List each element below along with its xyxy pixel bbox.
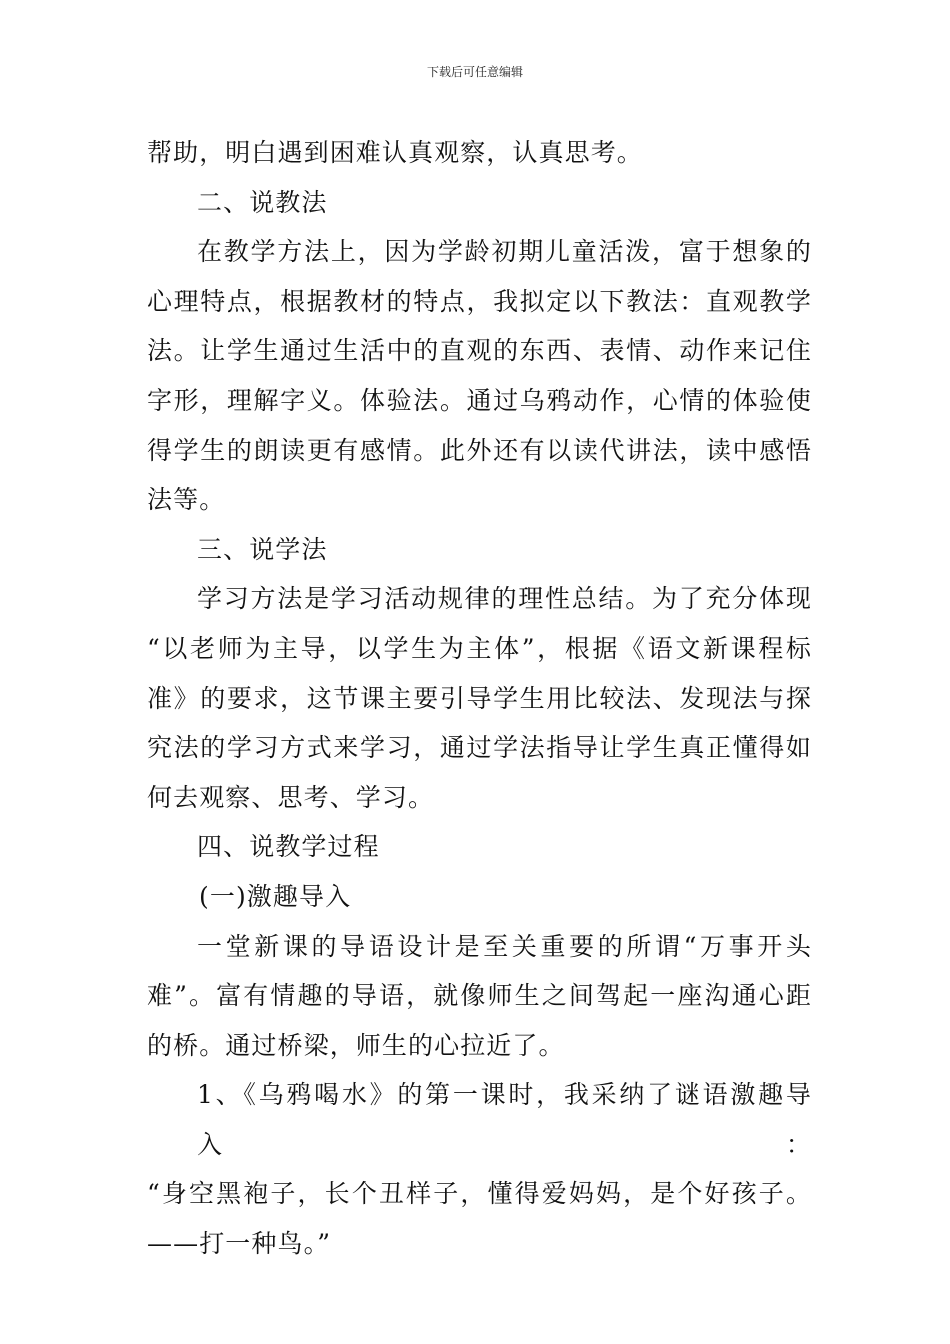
text-line: 学习方法是学习活动规律的理性总结。为了充分体现	[197, 584, 812, 614]
text-line: ——打一种鸟。”	[147, 1229, 332, 1259]
text-line: 在教学方法上，因为学龄初期儿童活泼，富于想象的	[197, 237, 812, 267]
text-line: 难”。富有情趣的导语，就像师生之间驾起一座沟通心距	[147, 981, 812, 1011]
text-line: 何去观察、思考、学习。	[147, 782, 435, 812]
text-line: 的桥。通过桥梁，师生的心拉近了。	[147, 1030, 565, 1060]
page-header: 下载后可任意编辑	[426, 65, 523, 79]
text-line: “身空黑袍子，长个丑样子，懂得爱妈妈，是个好孩子。	[147, 1179, 812, 1209]
text-line: 准》的要求，这节课主要引导学生用比较法、发现法与探	[147, 683, 812, 713]
text-line: 帮助，明白遇到困难认真观察，认真思考。	[147, 138, 643, 167]
section-heading-teaching-process: 四、说教学过程	[197, 832, 380, 862]
text-line: 1、《乌鸦喝水》的第一课时，我采纳了谜语激趣导入：	[197, 1080, 812, 1159]
text-line: 字形，理解字义。体验法。通过乌鸦动作，心情的体验使	[147, 385, 812, 415]
text-line: 得学生的朗读更有感情。此外还有以读代讲法，读中感悟	[147, 435, 812, 465]
text-line: 法。让学生通过生活中的直观的东西、表情、动作来记住	[147, 336, 812, 366]
text-line: “以老师为主导，以学生为主体”，根据《语文新课程标	[147, 633, 812, 663]
section-heading-learning-method: 三、说学法	[197, 534, 328, 564]
text-line: 一堂新课的导语设计是至关重要的所谓“万事开头	[197, 931, 812, 961]
text-line: 究法的学习方式来学习，通过学法指导让学生真正懂得如	[147, 733, 812, 763]
text-line: 心理特点，根据教材的特点，我拟定以下教法：直观教学	[147, 286, 812, 316]
document-body	[147, 128, 812, 1269]
subsection-heading: (一)激趣导入	[199, 881, 352, 911]
text-line: 法等。	[147, 485, 226, 515]
section-heading-teaching-method: 二、说教法	[197, 187, 328, 217]
